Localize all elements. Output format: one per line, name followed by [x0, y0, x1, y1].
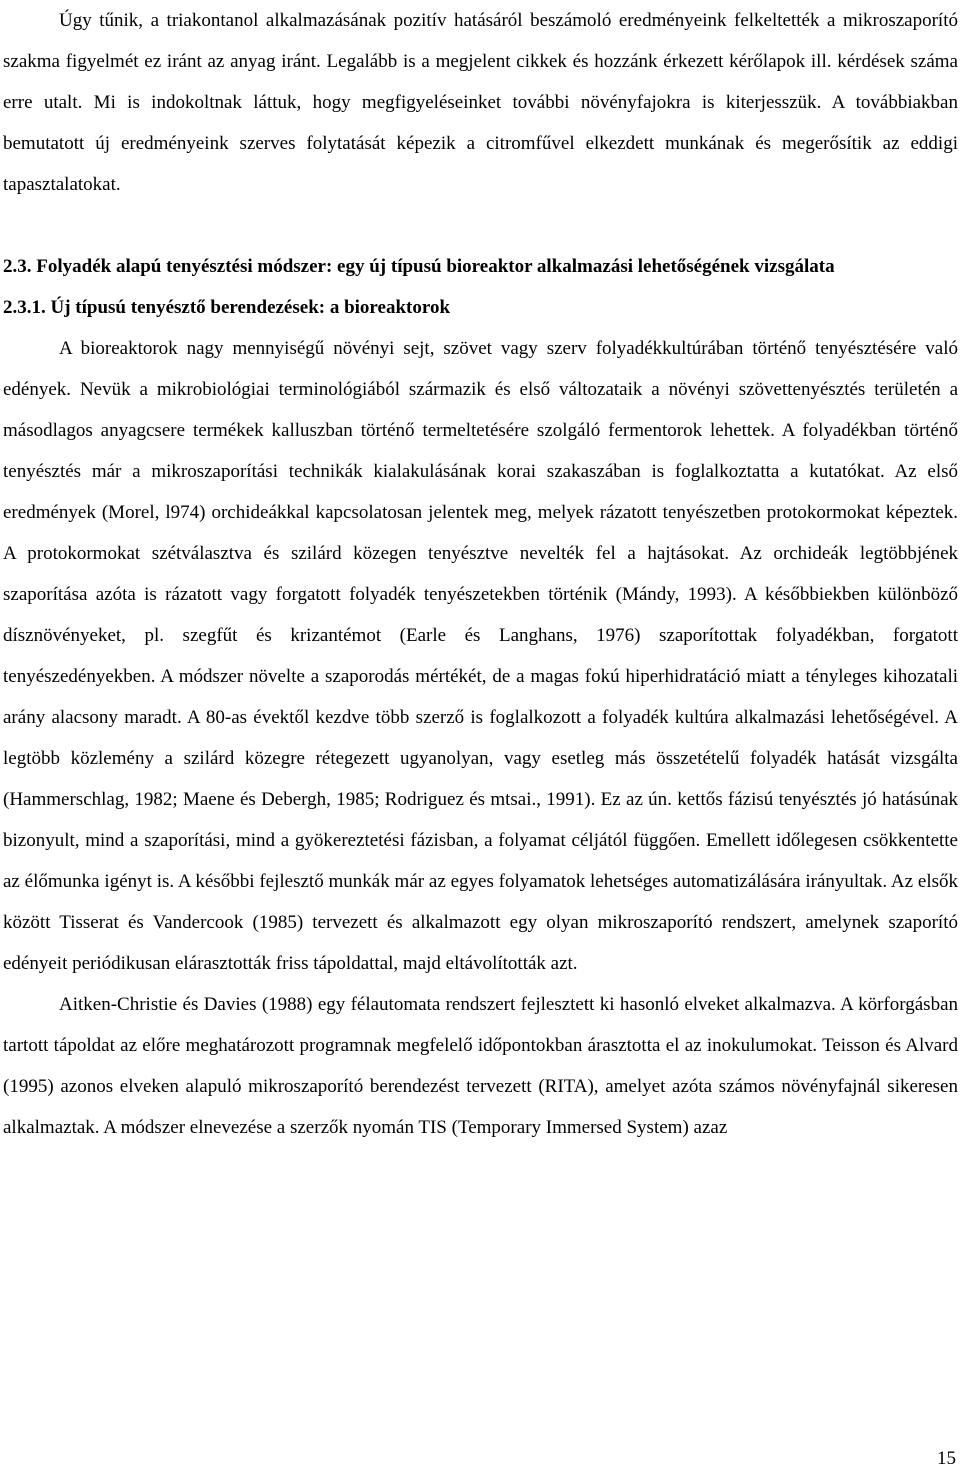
page-number: 15 [937, 1448, 956, 1469]
paragraph-bioreactors: A bioreaktorok nagy mennyiségű növényi sejt, szövet vagy szerv folyadékkultúrában történő tenyésztésére való edények. Nevük a mikrobiológiai terminológiából származik és első változataik a növényi szövettenyésztés területén a másodlagos anyagcsere termékek kalluszban történő termeltetésére szolgáló fermentorok lehettek. A folyadékban történő tenyésztés már a mikroszaporítási technikák kialakulásának korai szakaszában is foglalkoztatta a kutatókat. Az első eredmények (Morel, l974) orchideákkal kapcsolatosan jelentek meg, melyek rázatott tenyészetben protokormokat képeztek. A protokormokat szétválasztva és szilárd közegen tenyésztve nevelték fel a hajtásokat. Az orchideák legtöbbjének szaporítása azóta is rázatott vagy forgatott folyadék tenyészetekben történik (Mándy, 1993). A későbbiekben különböző dísznövényeket, pl. szegfűt és krizantémot (Earle és Langhans, 1976) szaporítottak folyadékban, forgatott tenyészedényekben. A módszer növelte a szaporodás mértékét, de a magas fokú hiperhidratáció miatt a tényleges kihozatali arány alacsony maradt. A 80-as évektől kezdve több szerző is foglalkozott a folyadék kultúra alkalmazási lehetőségével. A legtöbb közlemény a szilárd közegre rétegezett ugyanolyan, vagy esetleg más összetételű folyadék hatását vizsgálta (Hammerschlag, 1982; Maene és Debergh, 1985; Rodriguez és mtsai., 1991). Ez az ún. kettős fázisú tenyésztés jó hatásúnak bizonyult, mind a szaporítási, mind a gyökereztetési fázisban, a folyamat céljától függően. Emellett időlegesen csökkentette az élőmunka igényt is. A későbbi fejlesztő munkák már az egyes folyamatok lehetséges automatizálására irányultak. Az elsők között Tisserat és Vandercook (1985) tervezett és alkalmazott egy olyan mikroszaporító rendszert, amelynek szaporító edényeit periódikusan elárasztották friss tápoldattal, majd eltávolították azt. [3, 338, 958, 974]
paragraph-tis: Aitken-Christie és Davies (1988) egy félautomata rendszert fejlesztett ki hasonló elveket alkalmazva. A körforgásban tartott tápoldat az előre meghatározott programnak megfelelő időpontokban árasztotta el az inokulumokat. Teisson és Alvard (1995) azonos elveken alapuló mikroszaporító berendezést tervezett (RITA), amelyet azóta számos növényfajnál sikeresen alkalmaztak. A módszer elnevezése a szerzők nyomán TIS (Temporary Immersed System) azaz [3, 994, 958, 1138]
section-heading: 2.3. Folyadék alapú tenyésztési módszer: egy új típusú bioreaktor alkalmazási lehetőségének vizsgálata [3, 256, 835, 277]
document-page [3, 0, 958, 1148]
paragraph-intro: Úgy tűnik, a triakontanol alkalmazásának pozitív hatásáról beszámoló eredményeink felkeltették a mikroszaporító szakma figyelmét ez iránt az anyag iránt. Legalább is a megjelent cikkek és hozzánk érkezett kérőlapok ill. kérdések száma erre utalt. Mi is indokoltnak láttuk, hogy megfigyeléseinket további növényfajokra is kiterjesszük. A továbbiakban bemutatott új eredményeink szerves folytatását képezik a citromfűvel elkezdett munkának és megerősítik az eddigi tapasztalatokat. [3, 10, 958, 195]
subsection-heading: 2.3.1. Új típusú tenyésztő berendezések: a bioreaktorok [3, 297, 451, 318]
